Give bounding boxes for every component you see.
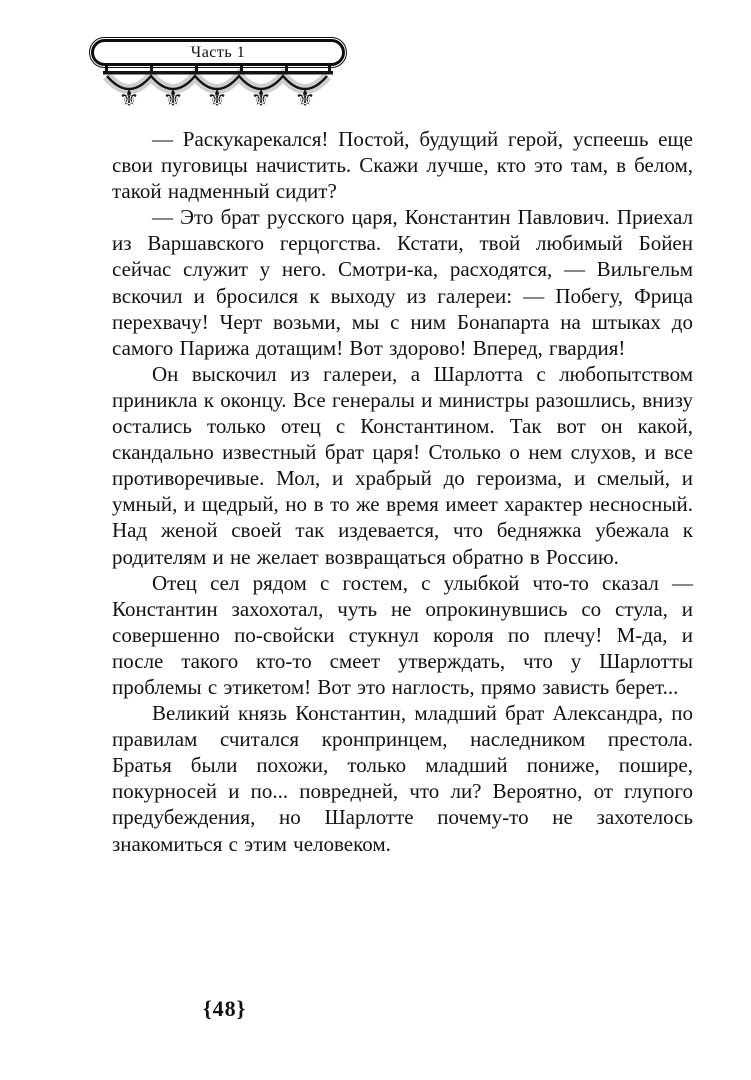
body-text-block [112, 126, 693, 857]
paragraph-dialogue-1: — Раскукарекался! Постой, будущий герой, успеешь еще свои пуговицы начистить. Скажи лучше, кто это там, в белом, такой надменный сидит? [112, 127, 693, 204]
paragraph-narrative-2: Отец сел рядом с гостем, с улыбкой что-то сказал — Константин захохотал, чуть не опрокинувшись со стула, и совершенно по-свойски стукнул короля по плечу! М-да, и после такого кто-то смеет утверждать, что у Шарлотты проблемы с этикетом! Вот это наглость, прямо зависть берет... [112, 570, 693, 699]
svg-text:⚜: ⚜ [294, 86, 316, 112]
page-number: {48} [203, 996, 247, 1021]
paragraph-narrative-1: Он выскочил из галереи, а Шарлотта с любопытством приникла к оконцу. Все генералы и министры разошлись, внизу остались только отец с Константином. Так вот он какой, скандально известный брат царя! Столько о нем слухов, и все противоречивые. Мол, и храбрый до героизма, и смелый, и умный, и щедрый, но в то же время имеет характер несносный. Над женой своей так издевается, что бедняжка убежала к родителям и не желает возвращаться обратно в Россию. [112, 361, 693, 569]
paragraph-narrative-3: Великий князь Константин, младший брат Александра, по правилам считался кронпринцем, наследником престола. Братья были похожи, только младший пониже, пошире, покурносей и по... повредней, что ли? Вероятно, от глупого предубеждения, но Шарлотте почему-то не захотелось знакомиться с этим человеком. [112, 701, 693, 856]
svg-text:⚜: ⚜ [118, 86, 140, 112]
svg-text:⚜: ⚜ [206, 86, 228, 112]
svg-text:⚜: ⚜ [250, 86, 272, 112]
fleur-de-lis-icons [119, 86, 316, 112]
svg-text:⚜: ⚜ [162, 86, 184, 112]
paragraph-dialogue-2: — Это брат русского царя, Константин Павлович. Приехал из Варшавского герцогства. Кстати, твой любимый Бойен сейчас служит у него. Смотри-ка, расходятся, — Вильгельм вскочил и бросился к выходу из галереи: — Побегу, Фрица перехвачу! Черт возьми, мы с ним Бонапарта на штыках до самого Парижа дотащим! Вот здорово! Вперед, гвардия! [112, 205, 693, 360]
chapter-badge-label: Часть 1 [91, 39, 345, 66]
chapter-badge [89, 37, 347, 68]
ornament-graphic [99, 66, 337, 114]
fleur-de-lis-ornament-band [99, 66, 337, 114]
